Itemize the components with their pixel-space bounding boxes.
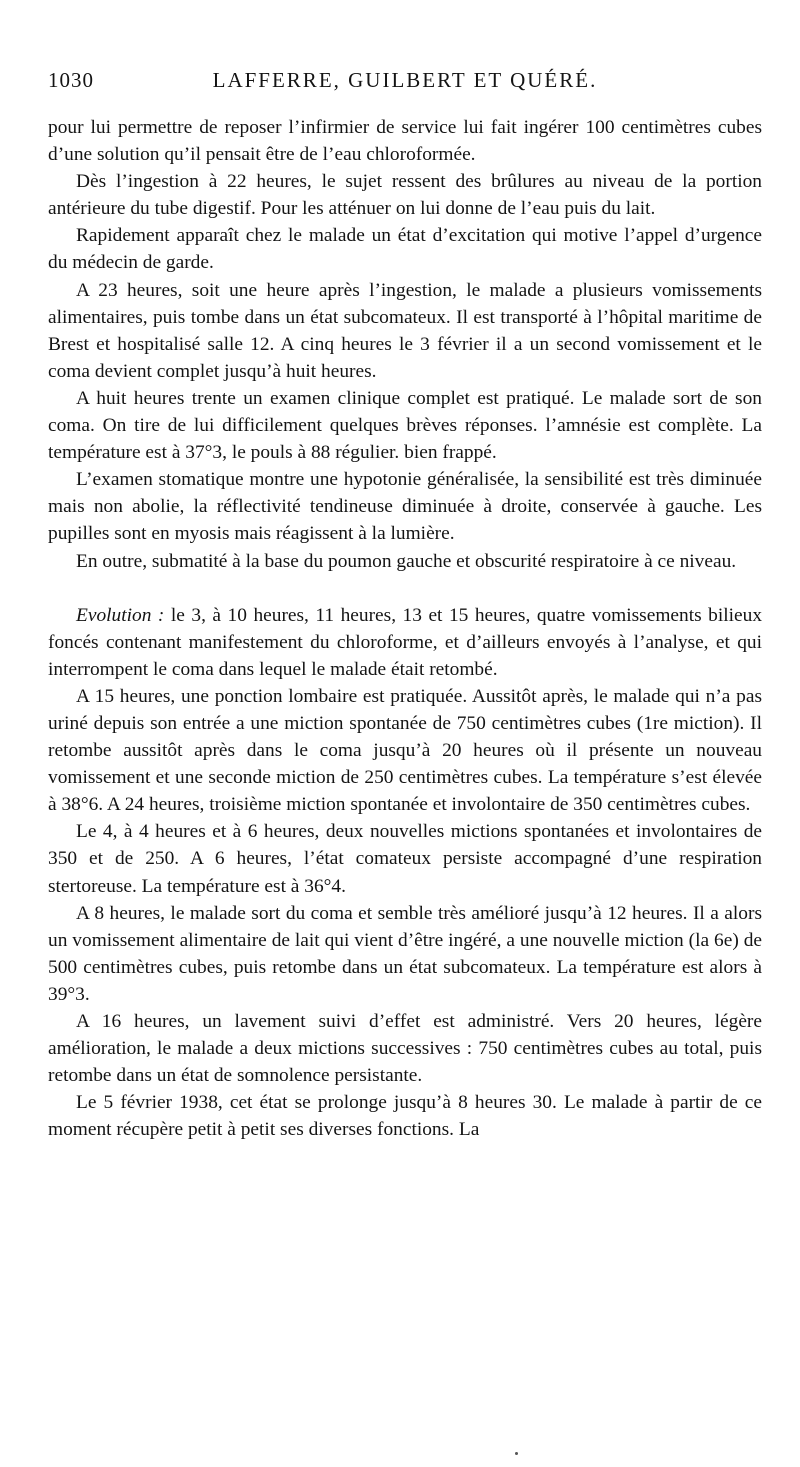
- paragraph: pour lui permettre de reposer l’infirmier de service lui fait ingérer 100 centimètres cubes d’une solution qu’il pensait être de l’eau chloroformée.: [48, 117, 762, 166]
- evolution-heading: Evolution :: [76, 604, 165, 626]
- evolution-text: le 3, à 10 heures, 11 heures, 13 et 15 heures, quatre vomissements bilieux foncés contenant manifestement du chloroforme, et d’ailleurs envoyés à l’analyse, et qui interrompent le coma dans lequel le malade était retombé.: [48, 604, 763, 680]
- paragraph: A 23 heures, soit une heure après l’ingestion, le malade a plusieurs vomissements alimentaires, puis tombe dans un état subcomateux. Il est transporté à l’hôpital maritime de Brest et hospitalisé salle 12. A cinq heures le 3 février il a un second vomissement et le coma devient complet jusqu’à huit heures.: [48, 279, 762, 382]
- paragraph: A 15 heures, une ponction lombaire est pratiquée. Aussitôt après, le malade qui n’a pas uriné depuis son entrée a une miction spontanée de 750 centimètres cubes (1re miction). Il retombe aussitôt après dans le coma jusqu’à 20 heures où il présente un nouveau vomissement et une seconde miction de 250 centimètres cubes. La température s’est élevée à 38°6. A 24 heures, troisième miction spontanée et involontaire de 350 centimètres cubes.: [48, 685, 762, 816]
- print-speck: [515, 1452, 518, 1455]
- paragraph: A 16 heures, un lavement suivi d’effet est administré. Vers 20 heures, légère amélioration, le malade a deux mictions successives : 750 centimètres cubes au total, puis retombe dans un état de somnolence persistante.: [48, 1011, 762, 1087]
- paragraph: Rapidement apparaît chez le malade un état d’excitation qui motive l’appel d’urgence du médecin de garde.: [48, 225, 762, 274]
- paragraph: L’examen stomatique montre une hypotonie généralisée, la sensibilité est très diminuée mais non abolie, la réflectivité tendineuse diminuée à droite, conservée à gauche. Les pupilles sont en myosis mais réagissent à la lumière.: [48, 469, 762, 545]
- page-number: 1030: [48, 68, 94, 92]
- paragraph: A huit heures trente un examen clinique complet est pratiqué. Le malade sort de son coma. On tire de lui difficilement quelques brèves réponses. l’amnésie est complète. La température est à 37°3, le pouls à 88 régulier. bien frappé.: [48, 387, 762, 464]
- paragraph: Le 5 février 1938, cet état se prolonge jusqu’à 8 heures 30. Le malade à partir de ce moment récupère petit à petit ses diverses fonctions. La: [48, 1092, 762, 1141]
- body-text: [48, 114, 762, 1143]
- paragraph: En outre, submatité à la base du poumon gauche et obscurité respiratoire à ce niveau.: [76, 550, 737, 572]
- paragraph: A 8 heures, le malade sort du coma et semble très amélioré jusqu’à 12 heures. Il a alors un vomissement alimentaire de lait qui vient d’être ingéré, a une nouvelle miction (la 6e) de 500 centimètres cubes, puis retombe dans un état subcomateux. La température est alors à 39°3.: [48, 902, 762, 1005]
- section-gap: [48, 575, 762, 602]
- paragraph: Dès l’ingestion à 22 heures, le sujet ressent des brûlures au niveau de la portion antérieure du tube digestif. Pour les atténuer on lui donne de l’eau puis du lait.: [48, 171, 762, 220]
- paragraph: Le 4, à 4 heures et à 6 heures, deux nouvelles mictions spontanées et involontaires de 350 et de 250. A 6 heures, l’état comateux persiste accompagné d’une respiration stertoreuse. La température est à 36°4.: [48, 821, 762, 897]
- evolution-paragraph: [48, 602, 762, 683]
- running-head: LAFFERRE, GUILBERT ET QUÉRÉ.: [212, 68, 598, 92]
